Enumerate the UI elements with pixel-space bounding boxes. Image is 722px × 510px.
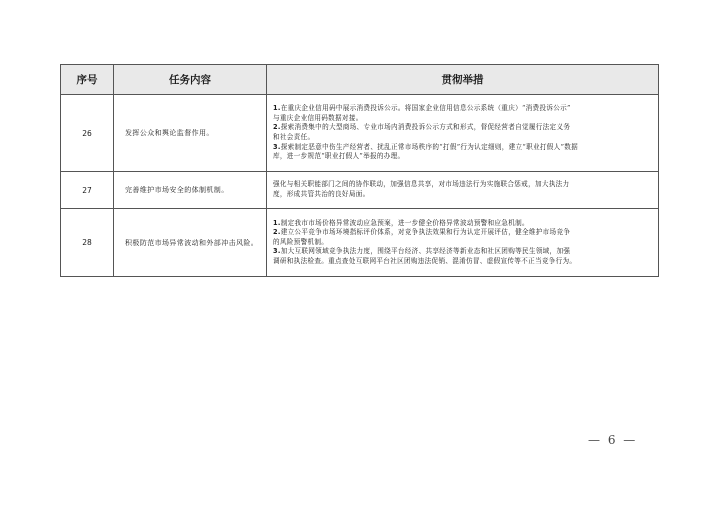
row-number: 28: [61, 209, 114, 277]
measure-line: 强化与相关职能部门之间的协作联动，加强信息共享，对市场违法行为实施联合惩戒，加大执法力: [273, 180, 570, 189]
list-number: 2.: [273, 123, 281, 132]
page-number: — 6 —: [588, 433, 638, 447]
task-table: [60, 64, 659, 277]
header-no: 序号: [61, 65, 114, 95]
list-number: 2.: [273, 228, 281, 237]
table-row: [61, 95, 659, 172]
measure-line: 度，形成共管共治的良好局面。: [273, 190, 370, 198]
measure-line: 库，进一步规范“职业打假人”举报的办理。: [273, 152, 405, 161]
measure-line: 3.加大互联网领域竞争执法力度，围绕平台经济、共享经济等新业态和社区团购等民生领域，加强: [273, 247, 571, 256]
task-content: 发挥公众和舆论监督作用。: [114, 95, 267, 172]
measure-line: 和社会责任。: [273, 133, 315, 141]
list-number: 1.: [273, 104, 281, 113]
table-row: [61, 209, 659, 277]
table-row: [61, 172, 659, 209]
measure-line: 1.制定我市市场价格异常波动应急预案，进一步健全价格异常波动预警和应急机制。: [273, 218, 529, 227]
measure-line: 1.在重庆企业信用码中展示消费投诉公示。将国家企业信用信息公示系统（重庆）“消费投诉公示”: [273, 104, 571, 113]
list-number: 1.: [273, 218, 281, 227]
measure-line: 2.建立公平竞争市场环境指标评价体系，对竞争执法效果和行为认定开展评估，健全维护市场竞争: [273, 228, 571, 237]
measure-line: 的风险预警机制。: [273, 237, 329, 246]
measure-content: [267, 172, 659, 209]
list-number: 3.: [273, 142, 281, 151]
task-content: 积极防范市场异常波动和外部冲击风险。: [114, 209, 267, 277]
list-number: 3.: [273, 247, 281, 256]
measure-content: [267, 95, 659, 172]
measure-line: 与重庆企业信用码数据对接。: [273, 113, 363, 122]
row-number: 26: [61, 95, 114, 172]
measure-content: [267, 209, 659, 277]
measure-line: 3.探索制定恶意中伤生产经营者、扰乱正常市场秩序的“打假”行为认定细则，建立“职业打假人”数据: [273, 142, 579, 151]
header-task: 任务内容: [114, 65, 267, 95]
measure-line: 调研和执法检查。重点查处互联网平台社区团购违法促销、混淆仿冒、虚假宣传等不正当竞争行为。: [273, 256, 577, 265]
table-header-row: [61, 65, 659, 95]
task-content: 完善维护市场安全的体制机制。: [114, 172, 267, 209]
measure-line: 2.探索消费集中的大型商场、专业市场内消费投诉公示方式和形式，督促经营者自觉履行法定义务: [273, 123, 571, 132]
header-measure: 贯彻举措: [267, 65, 659, 95]
row-number: 27: [61, 172, 114, 209]
